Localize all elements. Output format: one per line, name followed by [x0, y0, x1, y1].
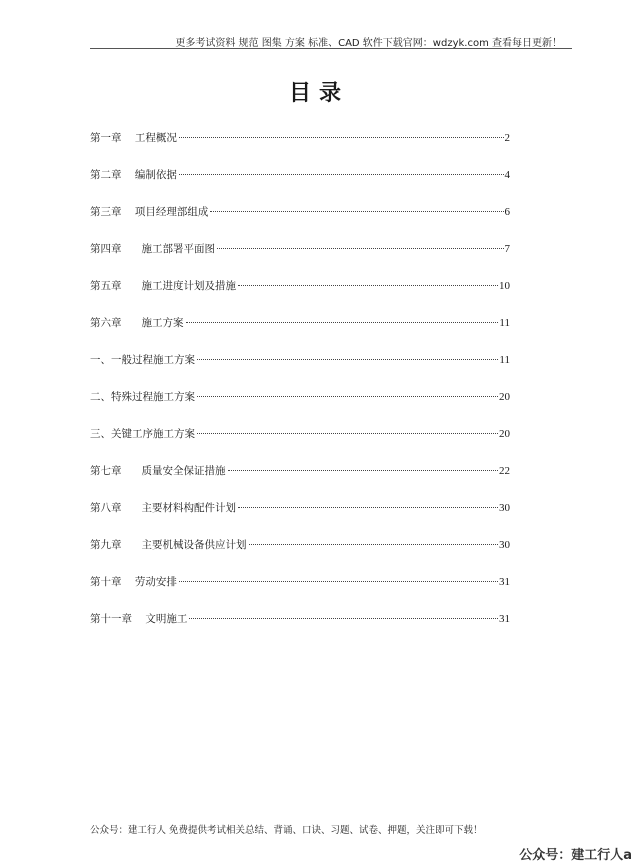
- toc-entry[interactable]: [90, 389, 510, 426]
- toc-leader-dots: [179, 174, 504, 175]
- toc-entry[interactable]: [90, 167, 510, 204]
- toc-leader-dots: [179, 137, 504, 138]
- toc-entry-label: 第四章 施工部署平面图: [90, 243, 216, 255]
- toc-entry[interactable]: [90, 278, 510, 315]
- toc-entry-page: 20: [499, 428, 510, 440]
- toc-entry-page: 4: [504, 169, 510, 181]
- toc-entry-label: 第八章 主要材料构配件计划: [90, 502, 237, 514]
- toc-leader-dots: [249, 544, 498, 545]
- toc-entry[interactable]: [90, 315, 510, 352]
- toc-leader-dots: [197, 433, 498, 434]
- toc-entry-page: 7: [504, 243, 510, 255]
- toc-entry[interactable]: [90, 574, 510, 611]
- header-text: 更多考试资料 规范 图集 方案 标准、CAD 软件下载官网：wdzyk.com 查看每日更新！: [175, 38, 562, 49]
- toc-leader-dots: [238, 507, 498, 508]
- toc-entry-page: 22: [499, 465, 510, 477]
- table-of-contents: [90, 130, 510, 648]
- toc-leader-dots: [210, 211, 503, 212]
- toc-leader-dots: [179, 581, 498, 582]
- toc-leader-dots: [189, 618, 498, 619]
- toc-entry-label: 第三章 项目经理部组成: [90, 206, 209, 218]
- toc-entry-label: 第十一章 文明施工: [90, 613, 188, 625]
- toc-leader-dots: [197, 359, 498, 360]
- toc-entry[interactable]: [90, 352, 510, 389]
- toc-leader-dots: [228, 470, 498, 471]
- toc-entry[interactable]: [90, 426, 510, 463]
- toc-entry-page: 2: [504, 132, 510, 144]
- toc-entry-label: 一、一般过程施工方案: [90, 354, 195, 366]
- toc-entry[interactable]: [90, 130, 510, 167]
- page-title: 目录: [288, 80, 349, 106]
- toc-entry[interactable]: [90, 537, 510, 574]
- footer-text: 公众号：建工行人 免费提供考试相关总结、背诵、口诀、习题、试卷、押题，关注即可下载！: [90, 825, 483, 836]
- toc-entry[interactable]: [90, 500, 510, 537]
- toc-entry-label: 第七章 质量安全保证措施: [90, 465, 226, 477]
- toc-entry-label: 第五章 施工进度计划及措施: [90, 280, 237, 292]
- toc-entry-page: 31: [499, 576, 510, 588]
- toc-entry-page: 30: [499, 539, 510, 551]
- toc-leader-dots: [197, 396, 498, 397]
- toc-entry-label: 第一章 工程概况: [90, 132, 177, 144]
- toc-leader-dots: [186, 322, 499, 323]
- toc-entry-label: 第六章 施工方案: [90, 317, 184, 329]
- toc-entry-page: 30: [499, 502, 510, 514]
- toc-entry-page: 11: [499, 354, 510, 366]
- toc-entry-label: 第十章 劳动安排: [90, 576, 177, 588]
- toc-entry[interactable]: [90, 611, 510, 648]
- toc-entry-page: 31: [499, 613, 510, 625]
- toc-leader-dots: [217, 248, 503, 249]
- toc-entry-page: 10: [499, 280, 510, 292]
- header-divider: [90, 48, 572, 49]
- toc-entry-page: 6: [504, 206, 510, 218]
- toc-entry-label: 第二章 编制依据: [90, 169, 177, 181]
- toc-entry-page: 11: [499, 317, 510, 329]
- toc-entry-label: 第九章 主要机械设备供应计划: [90, 539, 247, 551]
- toc-entry-label: 三、关键工序施工方案: [90, 428, 195, 440]
- toc-leader-dots: [238, 285, 498, 286]
- toc-entry[interactable]: [90, 204, 510, 241]
- toc-entry[interactable]: [90, 241, 510, 278]
- watermark-text: 公众号：建工行人a: [519, 848, 632, 863]
- toc-entry[interactable]: [90, 463, 510, 500]
- toc-entry-label: 二、特殊过程施工方案: [90, 391, 195, 403]
- toc-entry-page: 20: [499, 391, 510, 403]
